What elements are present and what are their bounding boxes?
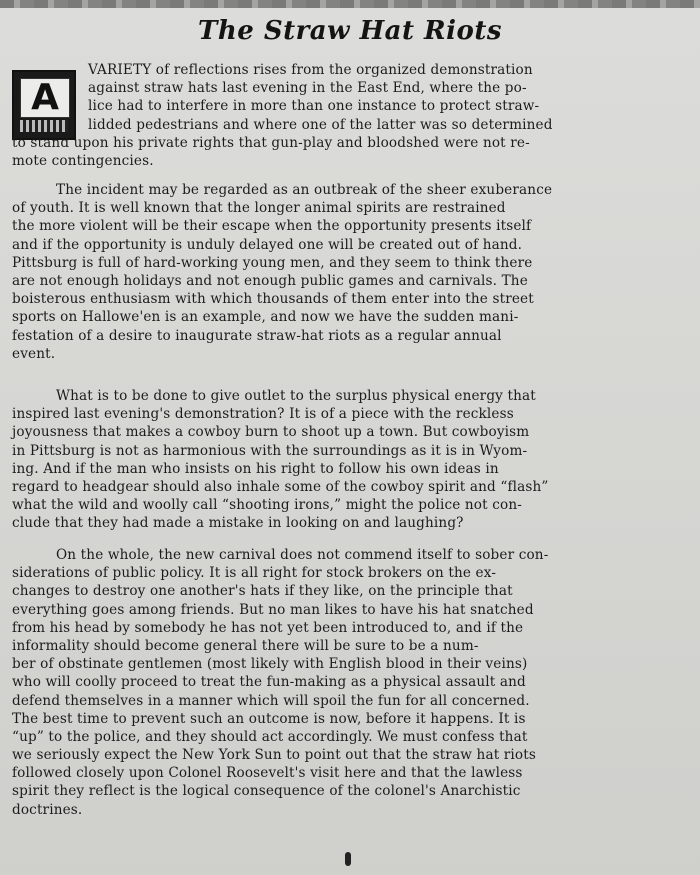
torn-top-edge [0, 0, 700, 8]
text-line: against straw hats last evening in the East End, where the po- [88, 80, 527, 97]
text-line: siderations of public policy. It is all right for stock brokers on the ex- [12, 565, 497, 582]
text-line: boisterous enthusiasm with which thousands of them enter into the street [12, 291, 534, 308]
text-line: festation of a desire to inaugurate straw-hat riots as a regular annual [12, 327, 502, 344]
text-line: and if the opportunity is unduly delayed one will be created out of hand. [12, 236, 523, 253]
text-line: The best time to prevent such an outcome is now, before it happens. It is [12, 710, 526, 727]
text-line: changes to destroy one another's hats if they like, on the principle that [12, 583, 513, 600]
text-line: informality should become general there will be sure to be a num- [12, 637, 479, 654]
text-line: mote contingencies. [12, 152, 154, 169]
text-line: who will coolly proceed to treat the fun-making as a physical assault and [12, 674, 526, 691]
paragraph-1 [12, 61, 695, 170]
text-line: clude that they had made a mistake in looking on and laughing? [12, 515, 464, 532]
text-line: The incident may be regarded as an outbreak of the sheer exuberance [56, 182, 553, 198]
text-line: everything goes among friends. But no man likes to have his hat snatched [12, 601, 534, 618]
text-line: Pittsburg is full of hard-working young men, and they seem to think there [12, 254, 533, 271]
paragraph-3 [12, 387, 695, 533]
text-line: VARIETY of reflections rises from the organized demonstration [88, 62, 533, 78]
text-line: ing. And if the man who insists on his right to follow his own ideas in [12, 460, 499, 477]
text-line: regard to headgear should also inhale some of the cowboy spirit and “flash” [12, 478, 549, 495]
article-title: The Straw Hat Riots [197, 16, 503, 46]
text-line: “up” to the police, and they should act accordingly. We must confess that [12, 728, 528, 745]
text-line: from his head by somebody he has not yet been introduced to, and if the [12, 619, 524, 636]
paragraph-4 [12, 546, 695, 819]
text-line: to stand upon his private rights that gun-play and bloodshed were not re- [12, 134, 530, 151]
text-line: followed closely upon Colonel Roosevelt's visit here and that the lawless [12, 765, 523, 782]
text-line: sports on Hallowe'en is an example, and now we have the sudden mani- [12, 309, 519, 326]
text-line: are not enough holidays and not enough public games and carnivals. The [12, 272, 528, 289]
text-line: ber of obstinate gentlemen (most likely with English blood in their veins) [12, 656, 528, 673]
text-line: what the wild and woolly call “shooting irons,” might the police not con- [12, 497, 522, 514]
text-line: spirit they reflect is the logical consequence of the colonel's Anarchistic [12, 783, 521, 800]
dropcap-letter: A [20, 78, 70, 118]
text-line: inspired last evening's demonstration? It is of a piece with the reckless [12, 406, 514, 423]
text-line: doctrines. [12, 801, 83, 818]
text-line: lidded pedestrians and where one of the latter was so determined [88, 116, 553, 133]
ink-smudge [345, 852, 351, 866]
text-line: in Pittsburg is not as harmonious with the surroundings as it is in Wyom- [12, 442, 528, 459]
text-line: lice had to interfere in more than one instance to protect straw- [88, 98, 540, 115]
text-line: the more violent will be their escape when the opportunity presents itself [12, 218, 532, 235]
paragraph-2 [12, 181, 695, 363]
text-line: joyousness that makes a cowboy burn to shoot up a town. But cowboyism [12, 424, 530, 441]
text-line: event. [12, 345, 56, 362]
text-line: of youth. It is well known that the longer animal spirits are restrained [12, 200, 506, 217]
text-line: we seriously expect the New York Sun to point out that the straw hat riots [12, 747, 537, 764]
text-line: defend themselves in a manner which will spoil the fun for all concerned. [12, 692, 530, 709]
text-line: On the whole, the new carnival does not commend itself to sober con- [56, 547, 549, 563]
text-line: What is to be done to give outlet to the surplus physical energy that [56, 388, 536, 404]
